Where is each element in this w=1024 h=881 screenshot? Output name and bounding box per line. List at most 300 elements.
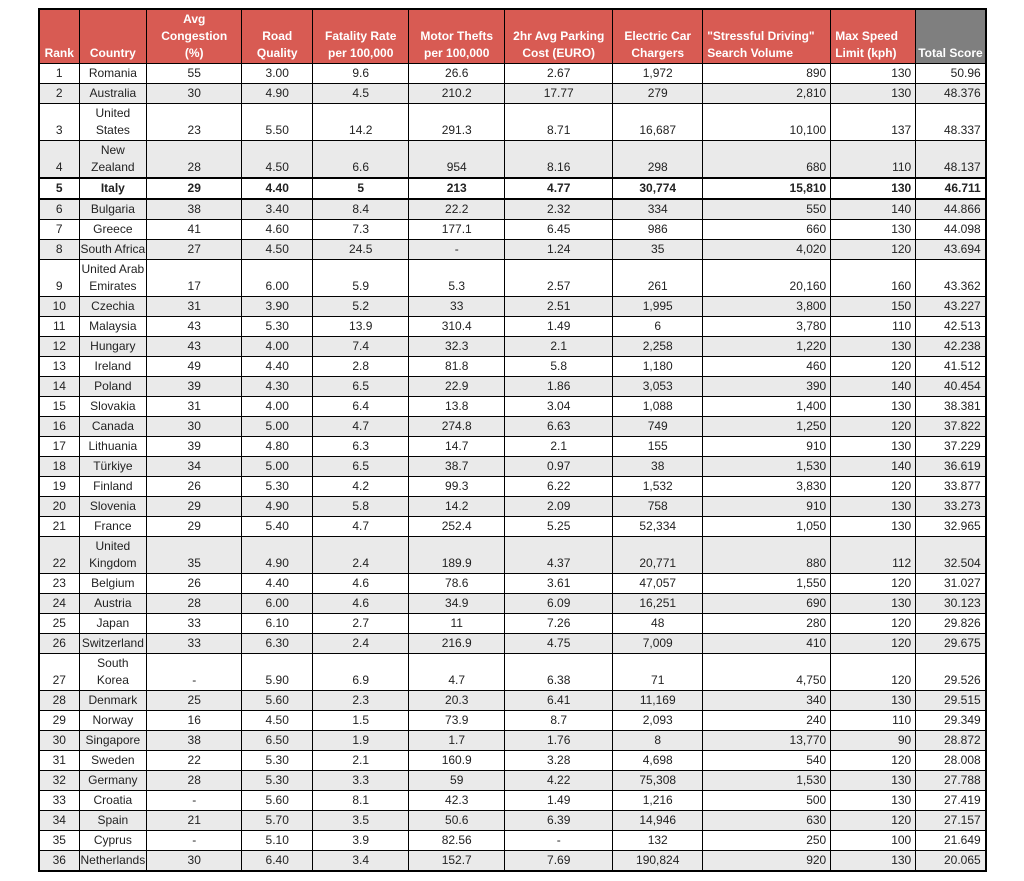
cell-thefts: 32.3 <box>409 337 505 357</box>
table-row <box>39 851 986 872</box>
cell-chargers: 1,995 <box>613 297 703 317</box>
cell-congestion: 28 <box>147 771 242 791</box>
cell-country: Netherlands <box>79 851 147 872</box>
cell-fatality: 13.9 <box>313 317 409 337</box>
cell-parking: 5.25 <box>505 517 613 537</box>
cell-congestion: 30 <box>147 417 242 437</box>
cell-rank: 1 <box>39 64 79 84</box>
table-row <box>39 457 986 477</box>
cell-thefts: 33 <box>409 297 505 317</box>
cell-thefts: 26.6 <box>409 64 505 84</box>
cell-country: Cyprus <box>79 831 147 851</box>
cell-stress: 250 <box>703 831 831 851</box>
cell-stress: 340 <box>703 691 831 711</box>
cell-thefts: 1.7 <box>409 731 505 751</box>
cell-fatality: 3.4 <box>313 851 409 872</box>
cell-rank: 6 <box>39 199 79 220</box>
table-row <box>39 654 986 691</box>
cell-speed: 120 <box>831 751 916 771</box>
cell-congestion: 26 <box>147 574 242 594</box>
cell-rank: 4 <box>39 141 79 179</box>
cell-road_quality: 5.30 <box>242 751 313 771</box>
cell-rank: 28 <box>39 691 79 711</box>
table-row <box>39 178 986 199</box>
cell-parking: 6.63 <box>505 417 613 437</box>
cell-speed: 130 <box>831 517 916 537</box>
table-row <box>39 240 986 260</box>
cell-road_quality: 5.30 <box>242 477 313 497</box>
cell-thefts: 34.9 <box>409 594 505 614</box>
cell-rank: 11 <box>39 317 79 337</box>
cell-thefts: 42.3 <box>409 791 505 811</box>
cell-score: 29.826 <box>916 614 986 634</box>
cell-road_quality: 6.00 <box>242 594 313 614</box>
cell-chargers: 155 <box>613 437 703 457</box>
cell-fatality: 4.7 <box>313 417 409 437</box>
cell-chargers: 2,093 <box>613 711 703 731</box>
cell-road_quality: 4.40 <box>242 357 313 377</box>
cell-chargers: 71 <box>613 654 703 691</box>
cell-country: Australia <box>79 84 147 104</box>
cell-chargers: 30,774 <box>613 178 703 199</box>
cell-score: 29.526 <box>916 654 986 691</box>
cell-parking: 4.77 <box>505 178 613 199</box>
table-row <box>39 614 986 634</box>
cell-road_quality: 5.90 <box>242 654 313 691</box>
cell-speed: 130 <box>831 851 916 872</box>
cell-chargers: 16,687 <box>613 104 703 141</box>
cell-road_quality: 4.50 <box>242 240 313 260</box>
cell-speed: 120 <box>831 240 916 260</box>
cell-speed: 110 <box>831 317 916 337</box>
cell-road_quality: 6.50 <box>242 731 313 751</box>
cell-score: 29.675 <box>916 634 986 654</box>
cell-fatality: 5.2 <box>313 297 409 317</box>
cell-country: Belgium <box>79 574 147 594</box>
cell-speed: 120 <box>831 477 916 497</box>
table-row <box>39 199 986 220</box>
cell-parking: 3.28 <box>505 751 613 771</box>
cell-road_quality: 4.00 <box>242 337 313 357</box>
cell-rank: 15 <box>39 397 79 417</box>
cell-road_quality: 4.80 <box>242 437 313 457</box>
cell-thefts: 274.8 <box>409 417 505 437</box>
cell-road_quality: 4.50 <box>242 141 313 179</box>
cell-chargers: 190,824 <box>613 851 703 872</box>
cell-fatality: 2.7 <box>313 614 409 634</box>
cell-stress: 1,400 <box>703 397 831 417</box>
cell-fatality: 2.3 <box>313 691 409 711</box>
cell-congestion: 28 <box>147 594 242 614</box>
column-header-rank: Rank <box>39 9 79 64</box>
cell-chargers: 749 <box>613 417 703 437</box>
cell-thefts: 189.9 <box>409 537 505 574</box>
cell-road_quality: 3.00 <box>242 64 313 84</box>
cell-parking: 17.77 <box>505 84 613 104</box>
table-row <box>39 574 986 594</box>
cell-parking: 3.04 <box>505 397 613 417</box>
cell-score: 43.362 <box>916 260 986 297</box>
cell-score: 48.376 <box>916 84 986 104</box>
cell-speed: 137 <box>831 104 916 141</box>
cell-congestion: 55 <box>147 64 242 84</box>
cell-country: Finland <box>79 477 147 497</box>
cell-congestion: 30 <box>147 851 242 872</box>
table-row <box>39 417 986 437</box>
cell-road_quality: 6.30 <box>242 634 313 654</box>
table-row <box>39 731 986 751</box>
cell-stress: 15,810 <box>703 178 831 199</box>
cell-thefts: 4.7 <box>409 654 505 691</box>
cell-thefts: 310.4 <box>409 317 505 337</box>
cell-score: 50.96 <box>916 64 986 84</box>
cell-score: 29.515 <box>916 691 986 711</box>
column-header-stress: "Stressful Driving" Search Volume <box>703 9 831 64</box>
cell-score: 36.619 <box>916 457 986 477</box>
cell-rank: 24 <box>39 594 79 614</box>
cell-parking: 4.22 <box>505 771 613 791</box>
cell-chargers: 7,009 <box>613 634 703 654</box>
cell-fatality: 3.9 <box>313 831 409 851</box>
cell-score: 42.238 <box>916 337 986 357</box>
cell-road_quality: 4.90 <box>242 537 313 574</box>
table-row <box>39 64 986 84</box>
cell-fatality: 2.8 <box>313 357 409 377</box>
cell-congestion: 38 <box>147 199 242 220</box>
cell-parking: 1.86 <box>505 377 613 397</box>
cell-road_quality: 6.40 <box>242 851 313 872</box>
table-row <box>39 437 986 457</box>
cell-rank: 26 <box>39 634 79 654</box>
cell-parking: - <box>505 831 613 851</box>
cell-country: Japan <box>79 614 147 634</box>
cell-stress: 1,550 <box>703 574 831 594</box>
cell-road_quality: 4.60 <box>242 220 313 240</box>
table-row <box>39 771 986 791</box>
cell-rank: 9 <box>39 260 79 297</box>
cell-fatality: 6.5 <box>313 457 409 477</box>
column-header-fatality: Fatality Rate per 100,000 <box>313 9 409 64</box>
cell-thefts: 14.7 <box>409 437 505 457</box>
cell-parking: 4.37 <box>505 537 613 574</box>
cell-stress: 690 <box>703 594 831 614</box>
cell-road_quality: 4.30 <box>242 377 313 397</box>
cell-speed: 100 <box>831 831 916 851</box>
cell-stress: 410 <box>703 634 831 654</box>
cell-score: 44.866 <box>916 199 986 220</box>
cell-thefts: 50.6 <box>409 811 505 831</box>
cell-stress: 880 <box>703 537 831 574</box>
cell-parking: 0.97 <box>505 457 613 477</box>
cell-speed: 110 <box>831 141 916 179</box>
table-row <box>39 141 986 179</box>
table-row <box>39 594 986 614</box>
cell-score: 42.513 <box>916 317 986 337</box>
cell-congestion: 29 <box>147 178 242 199</box>
cell-chargers: 261 <box>613 260 703 297</box>
header-row <box>39 9 986 64</box>
cell-parking: 2.32 <box>505 199 613 220</box>
cell-congestion: 29 <box>147 497 242 517</box>
table-row <box>39 831 986 851</box>
cell-country: New Zealand <box>79 141 147 179</box>
cell-parking: 3.61 <box>505 574 613 594</box>
cell-road_quality: 4.40 <box>242 178 313 199</box>
cell-speed: 140 <box>831 457 916 477</box>
cell-score: 29.349 <box>916 711 986 731</box>
cell-chargers: 758 <box>613 497 703 517</box>
cell-speed: 150 <box>831 297 916 317</box>
cell-speed: 130 <box>831 397 916 417</box>
table-row <box>39 711 986 731</box>
table-header <box>39 9 986 64</box>
cell-thefts: 13.8 <box>409 397 505 417</box>
cell-score: 33.877 <box>916 477 986 497</box>
cell-thefts: 20.3 <box>409 691 505 711</box>
column-header-thefts: Motor Thefts per 100,000 <box>409 9 505 64</box>
cell-rank: 21 <box>39 517 79 537</box>
cell-parking: 2.09 <box>505 497 613 517</box>
table-row <box>39 260 986 297</box>
cell-stress: 910 <box>703 497 831 517</box>
cell-parking: 8.16 <box>505 141 613 179</box>
cell-congestion: 26 <box>147 477 242 497</box>
cell-congestion: 39 <box>147 377 242 397</box>
cell-parking: 1.49 <box>505 791 613 811</box>
cell-chargers: 3,053 <box>613 377 703 397</box>
cell-congestion: 27 <box>147 240 242 260</box>
cell-speed: 120 <box>831 417 916 437</box>
cell-score: 31.027 <box>916 574 986 594</box>
cell-rank: 29 <box>39 711 79 731</box>
cell-chargers: 14,946 <box>613 811 703 831</box>
cell-rank: 31 <box>39 751 79 771</box>
cell-stress: 3,780 <box>703 317 831 337</box>
cell-speed: 130 <box>831 337 916 357</box>
cell-thefts: 160.9 <box>409 751 505 771</box>
cell-congestion: - <box>147 654 242 691</box>
cell-speed: 130 <box>831 64 916 84</box>
cell-score: 27.419 <box>916 791 986 811</box>
cell-country: South Africa <box>79 240 147 260</box>
cell-parking: 2.1 <box>505 437 613 457</box>
cell-speed: 130 <box>831 497 916 517</box>
cell-congestion: 38 <box>147 731 242 751</box>
cell-chargers: 1,088 <box>613 397 703 417</box>
cell-chargers: 75,308 <box>613 771 703 791</box>
cell-road_quality: 3.90 <box>242 297 313 317</box>
cell-fatality: 4.6 <box>313 594 409 614</box>
cell-score: 40.454 <box>916 377 986 397</box>
cell-chargers: 48 <box>613 614 703 634</box>
cell-road_quality: 5.60 <box>242 791 313 811</box>
cell-road_quality: 5.30 <box>242 771 313 791</box>
cell-rank: 2 <box>39 84 79 104</box>
cell-rank: 3 <box>39 104 79 141</box>
cell-rank: 12 <box>39 337 79 357</box>
cell-parking: 8.7 <box>505 711 613 731</box>
cell-rank: 5 <box>39 178 79 199</box>
cell-country: Lithuania <box>79 437 147 457</box>
table-row <box>39 397 986 417</box>
cell-stress: 1,530 <box>703 457 831 477</box>
cell-road_quality: 5.60 <box>242 691 313 711</box>
cell-speed: 120 <box>831 654 916 691</box>
cell-congestion: 31 <box>147 297 242 317</box>
cell-fatality: 6.6 <box>313 141 409 179</box>
cell-rank: 25 <box>39 614 79 634</box>
cell-speed: 130 <box>831 791 916 811</box>
cell-country: Singapore <box>79 731 147 751</box>
cell-score: 41.512 <box>916 357 986 377</box>
cell-stress: 1,050 <box>703 517 831 537</box>
cell-thefts: 213 <box>409 178 505 199</box>
cell-rank: 14 <box>39 377 79 397</box>
table-row <box>39 357 986 377</box>
table-row <box>39 791 986 811</box>
cell-chargers: 986 <box>613 220 703 240</box>
cell-country: Türkiye <box>79 457 147 477</box>
cell-country: Canada <box>79 417 147 437</box>
cell-stress: 4,020 <box>703 240 831 260</box>
cell-road_quality: 4.90 <box>242 497 313 517</box>
cell-congestion: 16 <box>147 711 242 731</box>
cell-thefts: 954 <box>409 141 505 179</box>
table-row <box>39 537 986 574</box>
cell-parking: 6.39 <box>505 811 613 831</box>
cell-stress: 660 <box>703 220 831 240</box>
country-driving-rankings-table <box>38 8 987 872</box>
cell-thefts: 78.6 <box>409 574 505 594</box>
cell-fatality: 2.4 <box>313 537 409 574</box>
cell-score: 43.227 <box>916 297 986 317</box>
cell-fatality: 4.7 <box>313 517 409 537</box>
cell-stress: 3,800 <box>703 297 831 317</box>
table-row <box>39 751 986 771</box>
cell-rank: 20 <box>39 497 79 517</box>
cell-chargers: 1,532 <box>613 477 703 497</box>
cell-parking: 2.67 <box>505 64 613 84</box>
cell-country: Denmark <box>79 691 147 711</box>
cell-country: Switzerland <box>79 634 147 654</box>
cell-speed: 130 <box>831 84 916 104</box>
cell-road_quality: 4.50 <box>242 711 313 731</box>
cell-stress: 390 <box>703 377 831 397</box>
cell-thefts: 38.7 <box>409 457 505 477</box>
cell-speed: 130 <box>831 691 916 711</box>
cell-speed: 140 <box>831 377 916 397</box>
cell-road_quality: 3.40 <box>242 199 313 220</box>
cell-score: 43.694 <box>916 240 986 260</box>
table-row <box>39 220 986 240</box>
cell-road_quality: 6.10 <box>242 614 313 634</box>
cell-score: 32.965 <box>916 517 986 537</box>
cell-score: 48.337 <box>916 104 986 141</box>
cell-congestion: 33 <box>147 634 242 654</box>
cell-country: Italy <box>79 178 147 199</box>
cell-fatality: 6.9 <box>313 654 409 691</box>
table-row <box>39 337 986 357</box>
cell-score: 28.008 <box>916 751 986 771</box>
cell-chargers: 2,258 <box>613 337 703 357</box>
cell-chargers: 1,972 <box>613 64 703 84</box>
cell-rank: 35 <box>39 831 79 851</box>
cell-congestion: 25 <box>147 691 242 711</box>
cell-fatality: 2.1 <box>313 751 409 771</box>
cell-rank: 16 <box>39 417 79 437</box>
cell-stress: 20,160 <box>703 260 831 297</box>
cell-fatality: 6.5 <box>313 377 409 397</box>
cell-thefts: 210.2 <box>409 84 505 104</box>
column-header-parking: 2hr Avg Parking Cost (EURO) <box>505 9 613 64</box>
cell-score: 38.381 <box>916 397 986 417</box>
cell-road_quality: 5.40 <box>242 517 313 537</box>
cell-parking: 5.8 <box>505 357 613 377</box>
cell-country: Czechia <box>79 297 147 317</box>
cell-stress: 680 <box>703 141 831 179</box>
cell-congestion: 49 <box>147 357 242 377</box>
cell-chargers: 8 <box>613 731 703 751</box>
table-row <box>39 84 986 104</box>
cell-parking: 6.22 <box>505 477 613 497</box>
table-row <box>39 104 986 141</box>
cell-chargers: 16,251 <box>613 594 703 614</box>
cell-chargers: 334 <box>613 199 703 220</box>
cell-rank: 10 <box>39 297 79 317</box>
table-row <box>39 691 986 711</box>
cell-chargers: 1,180 <box>613 357 703 377</box>
cell-stress: 13,770 <box>703 731 831 751</box>
cell-fatality: 3.5 <box>313 811 409 831</box>
cell-stress: 1,530 <box>703 771 831 791</box>
cell-score: 37.229 <box>916 437 986 457</box>
cell-stress: 910 <box>703 437 831 457</box>
cell-parking: 2.1 <box>505 337 613 357</box>
cell-chargers: 20,771 <box>613 537 703 574</box>
cell-congestion: 29 <box>147 517 242 537</box>
cell-fatality: 4.5 <box>313 84 409 104</box>
cell-congestion: 22 <box>147 751 242 771</box>
column-header-country: Country <box>79 9 147 64</box>
cell-thefts: 73.9 <box>409 711 505 731</box>
cell-score: 21.649 <box>916 831 986 851</box>
cell-chargers: 47,057 <box>613 574 703 594</box>
table-row <box>39 297 986 317</box>
cell-fatality: 3.3 <box>313 771 409 791</box>
cell-congestion: 17 <box>147 260 242 297</box>
cell-stress: 240 <box>703 711 831 731</box>
cell-chargers: 298 <box>613 141 703 179</box>
table-row <box>39 634 986 654</box>
cell-fatality: 4.2 <box>313 477 409 497</box>
cell-speed: 120 <box>831 574 916 594</box>
column-header-score: Total Score <box>916 9 986 64</box>
cell-country: Croatia <box>79 791 147 811</box>
cell-country: United States <box>79 104 147 141</box>
cell-parking: 8.71 <box>505 104 613 141</box>
cell-road_quality: 5.70 <box>242 811 313 831</box>
cell-fatality: 5 <box>313 178 409 199</box>
cell-speed: 110 <box>831 711 916 731</box>
cell-chargers: 6 <box>613 317 703 337</box>
cell-road_quality: 5.10 <box>242 831 313 851</box>
cell-speed: 130 <box>831 437 916 457</box>
cell-speed: 120 <box>831 357 916 377</box>
cell-chargers: 4,698 <box>613 751 703 771</box>
cell-parking: 2.51 <box>505 297 613 317</box>
cell-stress: 1,220 <box>703 337 831 357</box>
column-header-congestion: Avg Congestion (%) <box>147 9 242 64</box>
